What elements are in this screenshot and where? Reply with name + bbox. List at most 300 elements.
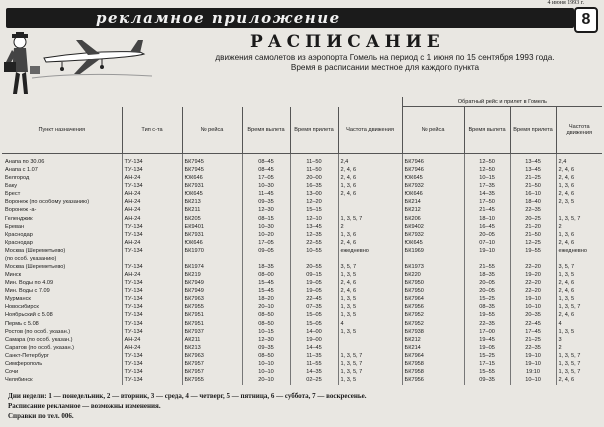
table-row <box>2 320 602 328</box>
table-cell: (по особ. указанию) <box>2 255 122 263</box>
table-cell: 20–00 <box>290 175 338 183</box>
table-cell: 12–50 <box>464 167 510 175</box>
table-cell: БК7964 <box>402 296 464 304</box>
table-cell: 19–55 <box>510 247 556 255</box>
table-cell: Ноябрьский с 5.08 <box>2 312 122 320</box>
table-row <box>2 215 602 223</box>
table-cell: Анапа по 30.06 <box>2 159 122 167</box>
table-row <box>2 361 602 369</box>
table-cell: ежедневно <box>558 247 587 254</box>
table-cell <box>464 255 510 263</box>
table-cell: БК7945 <box>182 167 242 175</box>
table-cell: Челябинск <box>2 377 122 385</box>
table-cell: 14–35 <box>290 369 338 377</box>
table-cell: 16–10 <box>510 191 556 199</box>
table-cell: ТУ-134 <box>122 159 182 167</box>
table-cell: 10–15 <box>464 175 510 183</box>
table-cell: Анапа с 1.07 <box>2 167 122 175</box>
table-cell: 1, 3, 5, 7 <box>558 369 581 376</box>
table-cell: Москва (Шереметьево) <box>2 247 122 255</box>
traveler-airplane-illustration <box>2 28 152 108</box>
table-cell: 14–45 <box>290 344 338 352</box>
table-cell: 2, 4, 6 <box>338 280 402 288</box>
table-cell: ТУ-134 <box>122 296 182 304</box>
table-cell: Сочи <box>2 369 122 377</box>
table-cell: ЕК9401 <box>182 223 242 231</box>
table-cell: 20–05 <box>464 280 510 288</box>
table-cell: Брест <box>2 191 122 199</box>
table-cell: 1, 3, 5 <box>338 304 402 312</box>
table-cell: 1, 3, 5 <box>338 328 402 336</box>
table-cell: 19–05 <box>290 280 338 288</box>
table-cell: ТУ-134 <box>122 352 182 360</box>
table-cell: 15–15 <box>290 207 338 215</box>
table-cell: АН-24 <box>122 207 182 215</box>
table-cell: БК206 <box>402 215 464 223</box>
table-cell: БК214 <box>402 344 464 352</box>
table-cell: БК7958 <box>402 361 464 369</box>
table-row <box>2 255 602 263</box>
table-cell: 08–50 <box>242 312 290 320</box>
table-cell: 10–10 <box>510 304 556 312</box>
table-cell: Краснодар <box>2 231 122 239</box>
table-cell: 19–20 <box>510 272 556 280</box>
table-row <box>2 296 602 304</box>
table-cell: ТУ-134 <box>122 183 182 191</box>
table-cell: 1, 3, 5, 7 <box>338 352 402 360</box>
table-cell: 2, 3, 5 <box>558 199 575 206</box>
table-cell: 18–40 <box>510 199 556 207</box>
subtitle-line-1: движения самолетов из аэропорта Гомель на период с 1 июня по 15 сентября 1993 года. <box>215 53 555 62</box>
table-cell: 21–25 <box>510 336 556 344</box>
table-cell <box>338 255 402 263</box>
table-cell: БК7957 <box>182 369 242 377</box>
table-cell <box>510 255 556 263</box>
table-cell: 18–35 <box>464 272 510 280</box>
table-cell: БК7964 <box>402 352 464 360</box>
col-return-arrival: Время прилета <box>510 107 556 154</box>
table-cell: БК7946 <box>402 159 464 167</box>
table-cell: 09–35 <box>464 377 510 385</box>
table-cell: БК7952 <box>402 320 464 328</box>
table-row <box>2 352 602 360</box>
table-cell: БК213 <box>182 344 242 352</box>
table-cell: 20–05 <box>464 231 510 239</box>
table-cell: 2 <box>558 344 562 351</box>
table-cell: БК212 <box>402 207 464 215</box>
table-cell: 12–20 <box>290 199 338 207</box>
table-cell: 11–50 <box>290 167 338 175</box>
table-cell: 15–45 <box>242 280 290 288</box>
table-cell: АН-24 <box>122 191 182 199</box>
table-cell: БК7951 <box>182 320 242 328</box>
table-cell: БК7946 <box>402 167 464 175</box>
table-cell: 2, 4, 6 <box>338 239 402 247</box>
table-cell: ЮК645 <box>182 191 242 199</box>
table-cell: 1, 3, 5 <box>338 272 402 280</box>
col-return-departure: Время вылета <box>464 107 510 154</box>
col-return-flight: № рейса <box>402 107 464 154</box>
table-cell: 17–05 <box>242 239 290 247</box>
table-cell: Ереван <box>2 223 122 231</box>
table-cell: БК1970 <box>182 247 242 255</box>
table-cell: БК7958 <box>402 369 464 377</box>
table-cell: 2, 4, 6 <box>558 175 575 182</box>
table-cell: 20–05 <box>464 288 510 296</box>
table-row <box>2 231 602 239</box>
table-cell: 2, 4, 6 <box>558 288 575 295</box>
table-cell: 2, 4, 6 <box>558 280 575 287</box>
table-cell: 08–00 <box>242 272 290 280</box>
table-cell: 1, 3, 6 <box>558 183 575 190</box>
table-cell: ТУ-134 <box>122 320 182 328</box>
table-cell: 21–45 <box>464 207 510 215</box>
table-cell: 15–55 <box>464 369 510 377</box>
table-cell: 17–35 <box>464 183 510 191</box>
table-cell <box>122 255 182 263</box>
col-aircraft: Тип с-та <box>122 107 182 154</box>
table-cell: 21–50 <box>510 183 556 191</box>
table-row <box>2 207 602 215</box>
page-title: РАСПИСАНИЕ <box>250 32 445 52</box>
table-cell: АН-24 <box>122 336 182 344</box>
table-cell: БК7951 <box>182 312 242 320</box>
table-cell: 13–45 <box>290 223 338 231</box>
table-cell: Саратов (по особ. указан.) <box>2 344 122 352</box>
table-cell: 10–10 <box>242 369 290 377</box>
table-cell: 20–10 <box>242 377 290 385</box>
table-cell: 20–25 <box>510 215 556 223</box>
table-cell: БК213 <box>182 199 242 207</box>
table-cell: БК7955 <box>182 304 242 312</box>
table-cell: 3, 5, 7 <box>558 264 575 270</box>
table-cell: Москва (Шереметьево) <box>2 264 122 272</box>
table-cell: АК211 <box>182 336 242 344</box>
table-cell: 07–10 <box>464 239 510 247</box>
table-cell: АН-24 <box>122 215 182 223</box>
table-cell: 2 <box>338 223 402 231</box>
table-cell: АН-24 <box>122 239 182 247</box>
table-cell: 15–25 <box>464 296 510 304</box>
table-cell: БК1974 <box>182 264 242 272</box>
table-cell: 1, 3, 5 <box>338 296 402 304</box>
table-row <box>2 199 602 207</box>
table-cell: 18–20 <box>242 296 290 304</box>
table-cell: 14–35 <box>464 191 510 199</box>
table-cell: 4 <box>558 320 562 327</box>
issue-date: 4 июня 1993 г. <box>547 0 584 6</box>
table-cell: 1, 3, 6 <box>558 231 575 238</box>
table-cell: 22–55 <box>290 239 338 247</box>
table-cell: 1, 3, 5 <box>558 272 575 279</box>
return-group-header: Обратный рейс и прилет в Гомель <box>402 97 602 107</box>
table-cell <box>290 255 338 263</box>
table-cell: БК211 <box>182 207 242 215</box>
table-cell: 19–10 <box>510 361 556 369</box>
table-row <box>2 336 602 344</box>
table-cell: 20–35 <box>510 312 556 320</box>
table-cell: 02–25 <box>290 377 338 385</box>
table-cell: 11–55 <box>290 361 338 369</box>
table-cell: ТУ-134 <box>122 361 182 369</box>
table-cell: БК7949 <box>182 280 242 288</box>
table-row <box>2 328 602 336</box>
table-cell: 13–00 <box>290 191 338 199</box>
table-row <box>2 183 602 191</box>
table-cell: 2, 4, 6 <box>338 288 402 296</box>
table-cell: 1, 3, 5, 7 <box>338 369 402 377</box>
table-cell: 08–45 <box>242 159 290 167</box>
table-cell <box>182 255 242 263</box>
table-cell: 07–35 <box>290 304 338 312</box>
table-cell: 12–30 <box>242 207 290 215</box>
table-cell: ЮК645 <box>402 175 464 183</box>
header-spacer <box>2 97 402 107</box>
table-cell: 1, 3, 5, 7 <box>558 215 581 222</box>
table-cell: 1, 3, 5 <box>558 328 575 335</box>
table-row <box>2 159 602 167</box>
table-cell: 11–50 <box>290 159 338 167</box>
table-cell: ТУ-134 <box>122 167 182 175</box>
table-cell: 09–15 <box>290 272 338 280</box>
table-cell: 10–30 <box>242 183 290 191</box>
table-row <box>2 272 602 280</box>
table-cell: 15–05 <box>290 312 338 320</box>
table-cell: БК7938 <box>402 328 464 336</box>
table-cell: БК220 <box>402 272 464 280</box>
table-cell: Самара (по особ. указан.) <box>2 336 122 344</box>
table-cell: 09–35 <box>242 344 290 352</box>
table-cell: Баку <box>2 183 122 191</box>
table-cell: 08–45 <box>242 167 290 175</box>
table-row <box>2 247 602 255</box>
table-cell: Пермь с 5.08 <box>2 320 122 328</box>
subtitle <box>175 53 595 73</box>
table-cell: 15–45 <box>242 288 290 296</box>
table-cell: Белгород <box>2 175 122 183</box>
footer-note: Расписание рекламное — возможны изменения. <box>8 402 161 410</box>
table-cell: БК7950 <box>402 280 464 288</box>
table-cell: 2,4 <box>338 159 402 167</box>
table-cell: 2, 4, 6 <box>338 175 402 183</box>
table-cell: БК7955 <box>182 377 242 385</box>
table-cell: 17–45 <box>510 328 556 336</box>
table-cell <box>242 255 290 263</box>
table-cell: 17–05 <box>242 175 290 183</box>
table-cell: Минск <box>2 272 122 280</box>
table-cell: 19–55 <box>464 312 510 320</box>
table-cell: БК7963 <box>182 352 242 360</box>
table-cell: 19–05 <box>290 288 338 296</box>
col-frequency: Частота движения <box>338 107 402 154</box>
table-cell: 14–00 <box>290 328 338 336</box>
table-row <box>2 377 602 385</box>
table-cell: ежедневно <box>338 247 402 255</box>
table-cell: ТУ-134 <box>122 377 182 385</box>
table-cell: 2, 4, 6 <box>338 167 402 175</box>
table-cell: ЮК645 <box>402 239 464 247</box>
table-cell: 19–05 <box>464 344 510 352</box>
table-cell <box>556 207 602 215</box>
table-cell: 1, 3, 5 <box>558 296 575 303</box>
table-cell <box>556 255 602 263</box>
table-cell: БК7956 <box>402 304 464 312</box>
table-cell: Мурманск <box>2 296 122 304</box>
table-cell: 10–10 <box>510 377 556 385</box>
table-cell: 21–20 <box>510 223 556 231</box>
table-cell: 10–15 <box>242 328 290 336</box>
table-cell: ТУ-134 <box>122 264 182 272</box>
table-cell: 1, 3, 5, 7 <box>558 304 581 311</box>
table-cell: ТУ-134 <box>122 247 182 255</box>
table-cell: 17–00 <box>464 328 510 336</box>
table-cell: 19–00 <box>290 336 338 344</box>
footer-phone: Справки по тел. 006. <box>8 412 74 420</box>
table-cell: ЮК646 <box>402 191 464 199</box>
table-row <box>2 369 602 377</box>
table-cell: 12–50 <box>464 159 510 167</box>
table-cell <box>338 199 402 207</box>
column-headers <box>2 107 602 154</box>
table-cell: БК7931 <box>182 183 242 191</box>
table-cell: 22–45 <box>290 296 338 304</box>
table-cell: 12–10 <box>290 215 338 223</box>
table-cell: ТУ-134 <box>122 304 182 312</box>
table-cell: БК7945 <box>182 159 242 167</box>
page-number: 8 <box>574 7 598 33</box>
table-cell: 16–35 <box>290 183 338 191</box>
table-cell: 11–35 <box>290 352 338 360</box>
table-cell: 09–35 <box>242 199 290 207</box>
table-cell: АН-24 <box>122 344 182 352</box>
table-row <box>2 280 602 288</box>
table-cell: ТУ-134 <box>122 280 182 288</box>
table-cell: БК214 <box>402 199 464 207</box>
table-cell: БК7932 <box>402 231 464 239</box>
table-cell: БК7956 <box>402 377 464 385</box>
table-cell: 19–45 <box>464 336 510 344</box>
table-cell: 18–35 <box>242 264 290 272</box>
table-cell: 10–30 <box>242 223 290 231</box>
table-row <box>2 239 602 247</box>
table-cell: БК7931 <box>182 231 242 239</box>
table-row <box>2 312 602 320</box>
table-row <box>2 223 602 231</box>
table-cell: ТУ-134 <box>122 223 182 231</box>
col-departure: Время вылета <box>242 107 290 154</box>
table-cell: 21–25 <box>510 175 556 183</box>
table-cell: БК7950 <box>402 288 464 296</box>
table-cell: 08–50 <box>242 320 290 328</box>
table-cell: 10–20 <box>242 231 290 239</box>
table-cell: Воронеж (по особому указанию) <box>2 199 122 207</box>
table-cell: БК219 <box>182 272 242 280</box>
col-return-frequency: Частота движения <box>556 107 602 154</box>
table-cell: БК1973 <box>402 264 464 272</box>
table-cell: БК212 <box>402 336 464 344</box>
table-cell: ЮК646 <box>182 239 242 247</box>
table-row <box>2 175 602 183</box>
table-cell: 22–20 <box>510 264 556 272</box>
table-cell: 10–10 <box>242 361 290 369</box>
table-cell: 09–05 <box>242 247 290 255</box>
table-cell: 13–45 <box>510 159 556 167</box>
table-cell: Ростов (по особ. указан.) <box>2 328 122 336</box>
footer <box>8 391 366 421</box>
table-cell: 2, 4, 6 <box>558 312 575 319</box>
table-cell: 19–10 <box>464 247 510 255</box>
table-cell: ТУ-134 <box>122 369 182 377</box>
table-cell: 1, 3, 6 <box>338 231 402 239</box>
table-cell: ТУ-134 <box>122 328 182 336</box>
table-cell: 16–45 <box>464 223 510 231</box>
table-cell: 08–35 <box>464 304 510 312</box>
table-cell: 22–35 <box>510 344 556 352</box>
table-cell: Мин. Воды с 7.09 <box>2 288 122 296</box>
section-banner <box>6 8 574 28</box>
table-cell: ТУ-134 <box>122 288 182 296</box>
col-flight: № рейса <box>182 107 242 154</box>
table-cell: 19–10 <box>510 352 556 360</box>
table-cell: 22–45 <box>510 320 556 328</box>
table-cell: 2, 4, 6 <box>558 167 575 174</box>
banner-title: рекламное приложение <box>96 9 341 27</box>
table-cell: БК205 <box>182 215 242 223</box>
table-cell: 22–35 <box>464 320 510 328</box>
table-cell: 2, 4, 6 <box>338 191 402 199</box>
table-cell: Симферополь <box>2 361 122 369</box>
table-cell: 20–10 <box>242 304 290 312</box>
table-cell <box>338 207 402 215</box>
table-cell: 3, 5, 7 <box>338 264 402 272</box>
table-cell: БК1969 <box>402 247 464 255</box>
table-cell: АН-24 <box>122 272 182 280</box>
table-cell: 1, 3, 5 <box>338 377 402 385</box>
table-row <box>2 304 602 312</box>
col-destination: Пункт назначения <box>2 107 122 154</box>
table-row <box>2 344 602 352</box>
table-cell: 4 <box>338 320 402 328</box>
table-cell: 1, 3, 5, 7 <box>558 352 581 359</box>
table-cell: 22–20 <box>510 288 556 296</box>
table-cell: Мин. Воды по 4.09 <box>2 280 122 288</box>
table-cell: БК9402 <box>402 223 464 231</box>
subtitle-line-2: Время в расписании местное для каждого пункта <box>290 63 480 72</box>
table-cell: 1, 3, 5 <box>338 312 402 320</box>
schedule-table <box>2 97 602 385</box>
table-cell: БК7937 <box>182 328 242 336</box>
table-cell: 10–55 <box>290 247 338 255</box>
table-cell: 2,4 <box>558 158 567 165</box>
table-cell: 1, 3, 5, 7 <box>558 360 581 367</box>
table-cell: 2, 4, 6 <box>558 239 575 246</box>
table-cell: 21–50 <box>510 231 556 239</box>
table-row <box>2 288 602 296</box>
table-cell: 08–50 <box>242 352 290 360</box>
table-cell <box>338 336 402 344</box>
table-cell: 08–15 <box>242 215 290 223</box>
table-cell: БК7932 <box>402 183 464 191</box>
table-cell: 17–15 <box>464 361 510 369</box>
table-cell: 13–45 <box>510 167 556 175</box>
table-cell: 11–45 <box>242 191 290 199</box>
table-cell: 1, 3, 6 <box>338 183 402 191</box>
table-cell: ТУ-134 <box>122 231 182 239</box>
table-cell: 12–25 <box>510 239 556 247</box>
table-cell: 22–20 <box>510 280 556 288</box>
table-cell: АН-24 <box>122 199 182 207</box>
table-cell: АН-24 <box>122 175 182 183</box>
